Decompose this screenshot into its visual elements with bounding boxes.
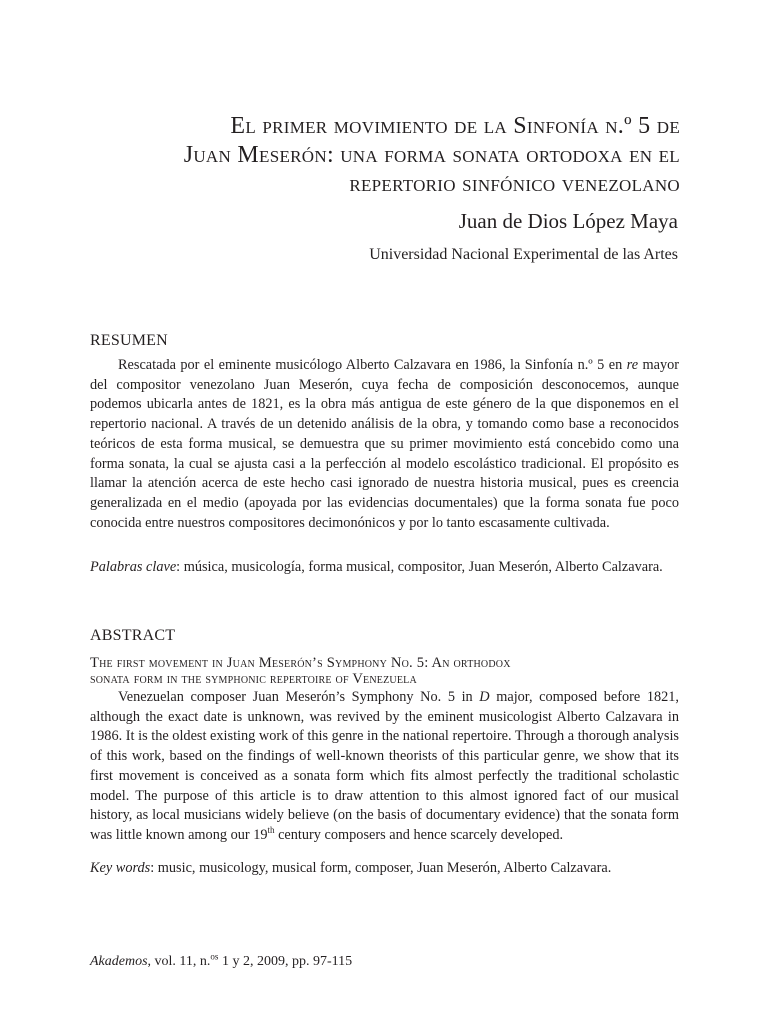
title-line-3: repertorio sinfónico venezolano bbox=[349, 171, 680, 197]
palabras-clave-list: : música, musicología, forma musical, compositor, Juan Meserón, Alberto Calzavara. bbox=[176, 559, 663, 575]
english-title bbox=[90, 655, 679, 687]
resumen-paragraph bbox=[90, 356, 679, 533]
key-words-list: : music, musicology, musical form, composer, Juan Meserón, Alberto Calzavara. bbox=[150, 860, 612, 876]
abstract-text-c: century composers and hence scarcely developed. bbox=[274, 826, 564, 843]
title-line-1: El primer movimiento de la Sinfonía n.º 5 de bbox=[230, 113, 680, 139]
resumen-heading: RESUMEN bbox=[90, 332, 168, 349]
journal-name: Akademos bbox=[90, 954, 148, 969]
title-line-2: Juan Meserón: una forma sonata ortodoxa en el bbox=[183, 142, 680, 168]
author-name: Juan de Dios López Maya bbox=[458, 209, 678, 233]
abstract-text-b: major, composed before 1821, although the exact date is unknown, was revived by the eminent musicologist Alberto Calzavara in 1986. It is the oldest existing work of this genre in the national repertoire. Through a thorough analysis of this work, based on the findings of well-known theorists of this particular genre, we show that its first movement is conceived as a sonata form which fits almost perfectly the traditional scholastic model. The purpose of this article is to draw attention to this almost ignored fact of our musical history, as local musicians widely believe (on the basis of documentary evidence) that the sonata form was little known among our 19 bbox=[90, 689, 680, 843]
abstract-text-a: Venezuelan composer Juan Meserón’s Symphony No. 5 in bbox=[118, 689, 480, 705]
citation-volume: , vol. 11, n. bbox=[147, 954, 211, 969]
abstract-paragraph bbox=[90, 688, 679, 846]
citation-rest: 1 y 2, 2009, pp. 97-115 bbox=[218, 954, 353, 969]
article-title bbox=[100, 112, 680, 199]
author-affiliation: Universidad Nacional Experimental de las Artes bbox=[369, 246, 678, 263]
abstract-italic-key: D bbox=[479, 689, 490, 705]
key-words-label: Key words bbox=[90, 860, 151, 876]
abstract-heading: ABSTRACT bbox=[90, 627, 176, 644]
resumen-body bbox=[90, 356, 679, 533]
resumen-italic-key: re bbox=[626, 357, 639, 373]
abstract-body bbox=[90, 688, 679, 846]
palabras-clave bbox=[90, 557, 679, 578]
resumen-text-a: Rescatada por el eminente musicólogo Alberto Calzavara en 1986, la Sinfonía n.º 5 en bbox=[118, 357, 627, 373]
english-title-line-2: sonata form in the symphonic repertoire of Venezuela bbox=[90, 671, 417, 687]
palabras-clave-label: Palabras clave bbox=[90, 559, 177, 575]
abstract-superscript: th bbox=[267, 825, 275, 836]
resumen-text-b: mayor del compositor venezolano Juan Meserón, cuya fecha de composición desconocemos, aunque podemos ubicarla antes de 1821, es la obra más antigua de este género de la que disponemos en el repertorio nacional. A través de un detenido análisis de la obra, y tomando como base a reconocidos teóricos de esta forma musical, se demuestra que su primer movimiento está concebido como una forma sonata, la cual se ajusta casi a la perfección al modelo escolástico tradicional. El propósito es llamar la atención acerca de este hecho casi ignorado de nuestra historia musical, pues es creencia generalizada en el medio (apoyada por las evidencias documentales) que la forma sonata fue poco conocida entre nuestros compositores decimonónicos y por lo tanto escasamente cultivada. bbox=[90, 357, 679, 531]
citation-footer bbox=[90, 952, 352, 972]
english-title-line-1: The first movement in Juan Meserón’s Symphony No. 5: An orthodox bbox=[90, 655, 511, 671]
key-words bbox=[90, 858, 679, 879]
citation-superscript: os bbox=[210, 951, 219, 962]
